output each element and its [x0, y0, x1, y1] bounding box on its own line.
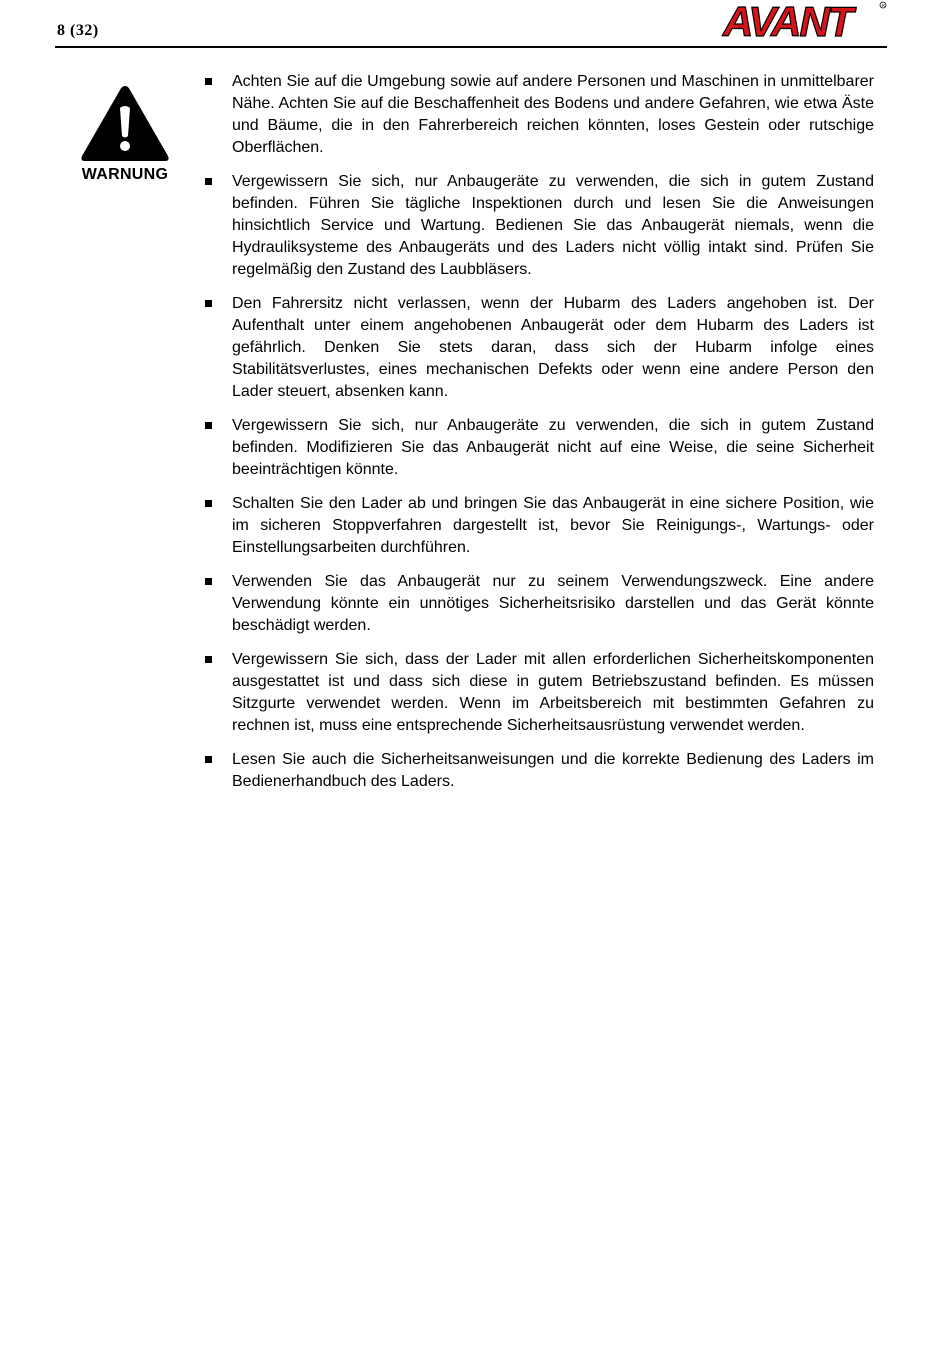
list-item-text: Verwenden Sie das Anbaugerät nur zu seinem Verwendungszweck. Eine andere Verwendung könnte ein unnötiges Sicherheitsrisiko darstellen und das Gerät könnte beschädigt werden.	[232, 573, 874, 634]
list-item	[200, 649, 874, 737]
square-bullet-icon	[205, 422, 212, 429]
list-item	[200, 493, 874, 559]
list-item-text: Lesen Sie auch die Sicherheitsanweisungen und die korrekte Bedienung des Laders im Bedienerhandbuch des Laders.	[232, 751, 874, 790]
square-bullet-icon	[205, 578, 212, 585]
page-header	[55, 0, 887, 48]
list-item-text: Den Fahrersitz nicht verlassen, wenn der Hubarm des Laders angehoben ist. Der Aufenthalt unter einem angehobenen Anbaugerät oder dem Hubarm des Laders ist gefährlich. Denken Sie stets daran, dass sich der Hubarm infolge eines Stabilitätsverlustes, eines mechanischen Defekts oder wenn eine andere Person den Lader steuert, absenken kann.	[232, 295, 874, 400]
avant-logo	[717, 0, 889, 40]
list-item-text: Vergewissern Sie sich, nur Anbaugeräte zu verwenden, die sich in gutem Zustand befinden. Modifizieren Sie das Anbaugerät nicht auf eine Weise, die seine Sicherheit beeinträchtigen könnte.	[232, 417, 874, 478]
square-bullet-icon	[205, 756, 212, 763]
safety-instructions-list	[200, 71, 874, 805]
list-item	[200, 415, 874, 481]
square-bullet-icon	[205, 500, 212, 507]
list-item	[200, 571, 874, 637]
page-number: 8 (32)	[57, 22, 99, 39]
list-item-text: Vergewissern Sie sich, nur Anbaugeräte zu verwenden, die sich in gutem Zustand befinden. Führen Sie tägliche Inspektionen durch und lesen Sie die Anweisungen hinsichtlich Service und Wartung. Bedienen Sie das Anbaugerät niemals, wenn die Hydrauliksysteme des Anbaugeräts und des Laders nicht völlig intakt sind. Prüfen Sie regelmäßig den Zustand des Laubbläsers.	[232, 173, 874, 278]
list-item	[200, 71, 874, 159]
square-bullet-icon	[205, 300, 212, 307]
list-item-text: Schalten Sie den Lader ab und bringen Sie das Anbaugerät in eine sichere Position, wie im sicheren Stoppverfahren dargestellt ist, bevor Sie Reinigungs-, Wartungs- oder Einstellungsarbeiten durchführen.	[232, 495, 874, 556]
logo-wordmark: AVANT	[723, 0, 852, 40]
square-bullet-icon	[205, 656, 212, 663]
list-item	[200, 293, 874, 403]
list-item	[200, 171, 874, 281]
warning-label: WARNUNG	[81, 166, 169, 183]
warning-block	[76, 84, 174, 184]
warning-triangle-icon	[79, 84, 171, 164]
list-item-text: Vergewissern Sie sich, dass der Lader mit allen erforderlichen Sicherheitskomponenten ausgestattet ist und dass sich diese in gutem Betriebszustand befinden. Es müssen Sitzgurte verwendet werden. Wenn im Arbeitsbereich mit bestimmten Gefahren zu rechnen ist, muss eine entsprechende Sicherheitsausrüstung verwendet werden.	[232, 651, 874, 734]
list-item-text: Achten Sie auf die Umgebung sowie auf andere Personen und Maschinen in unmittelbarer Nähe. Achten Sie auf die Beschaffenheit des Bodens und andere Gefahren, wie etwa Äste und Bäume, die in den Fahrerbereich reichen könnten, loses Gestein oder rutschige Oberflächen.	[232, 73, 874, 156]
svg-text:R: R	[881, 2, 885, 8]
square-bullet-icon	[205, 178, 212, 185]
list-item	[200, 749, 874, 793]
square-bullet-icon	[205, 78, 212, 85]
